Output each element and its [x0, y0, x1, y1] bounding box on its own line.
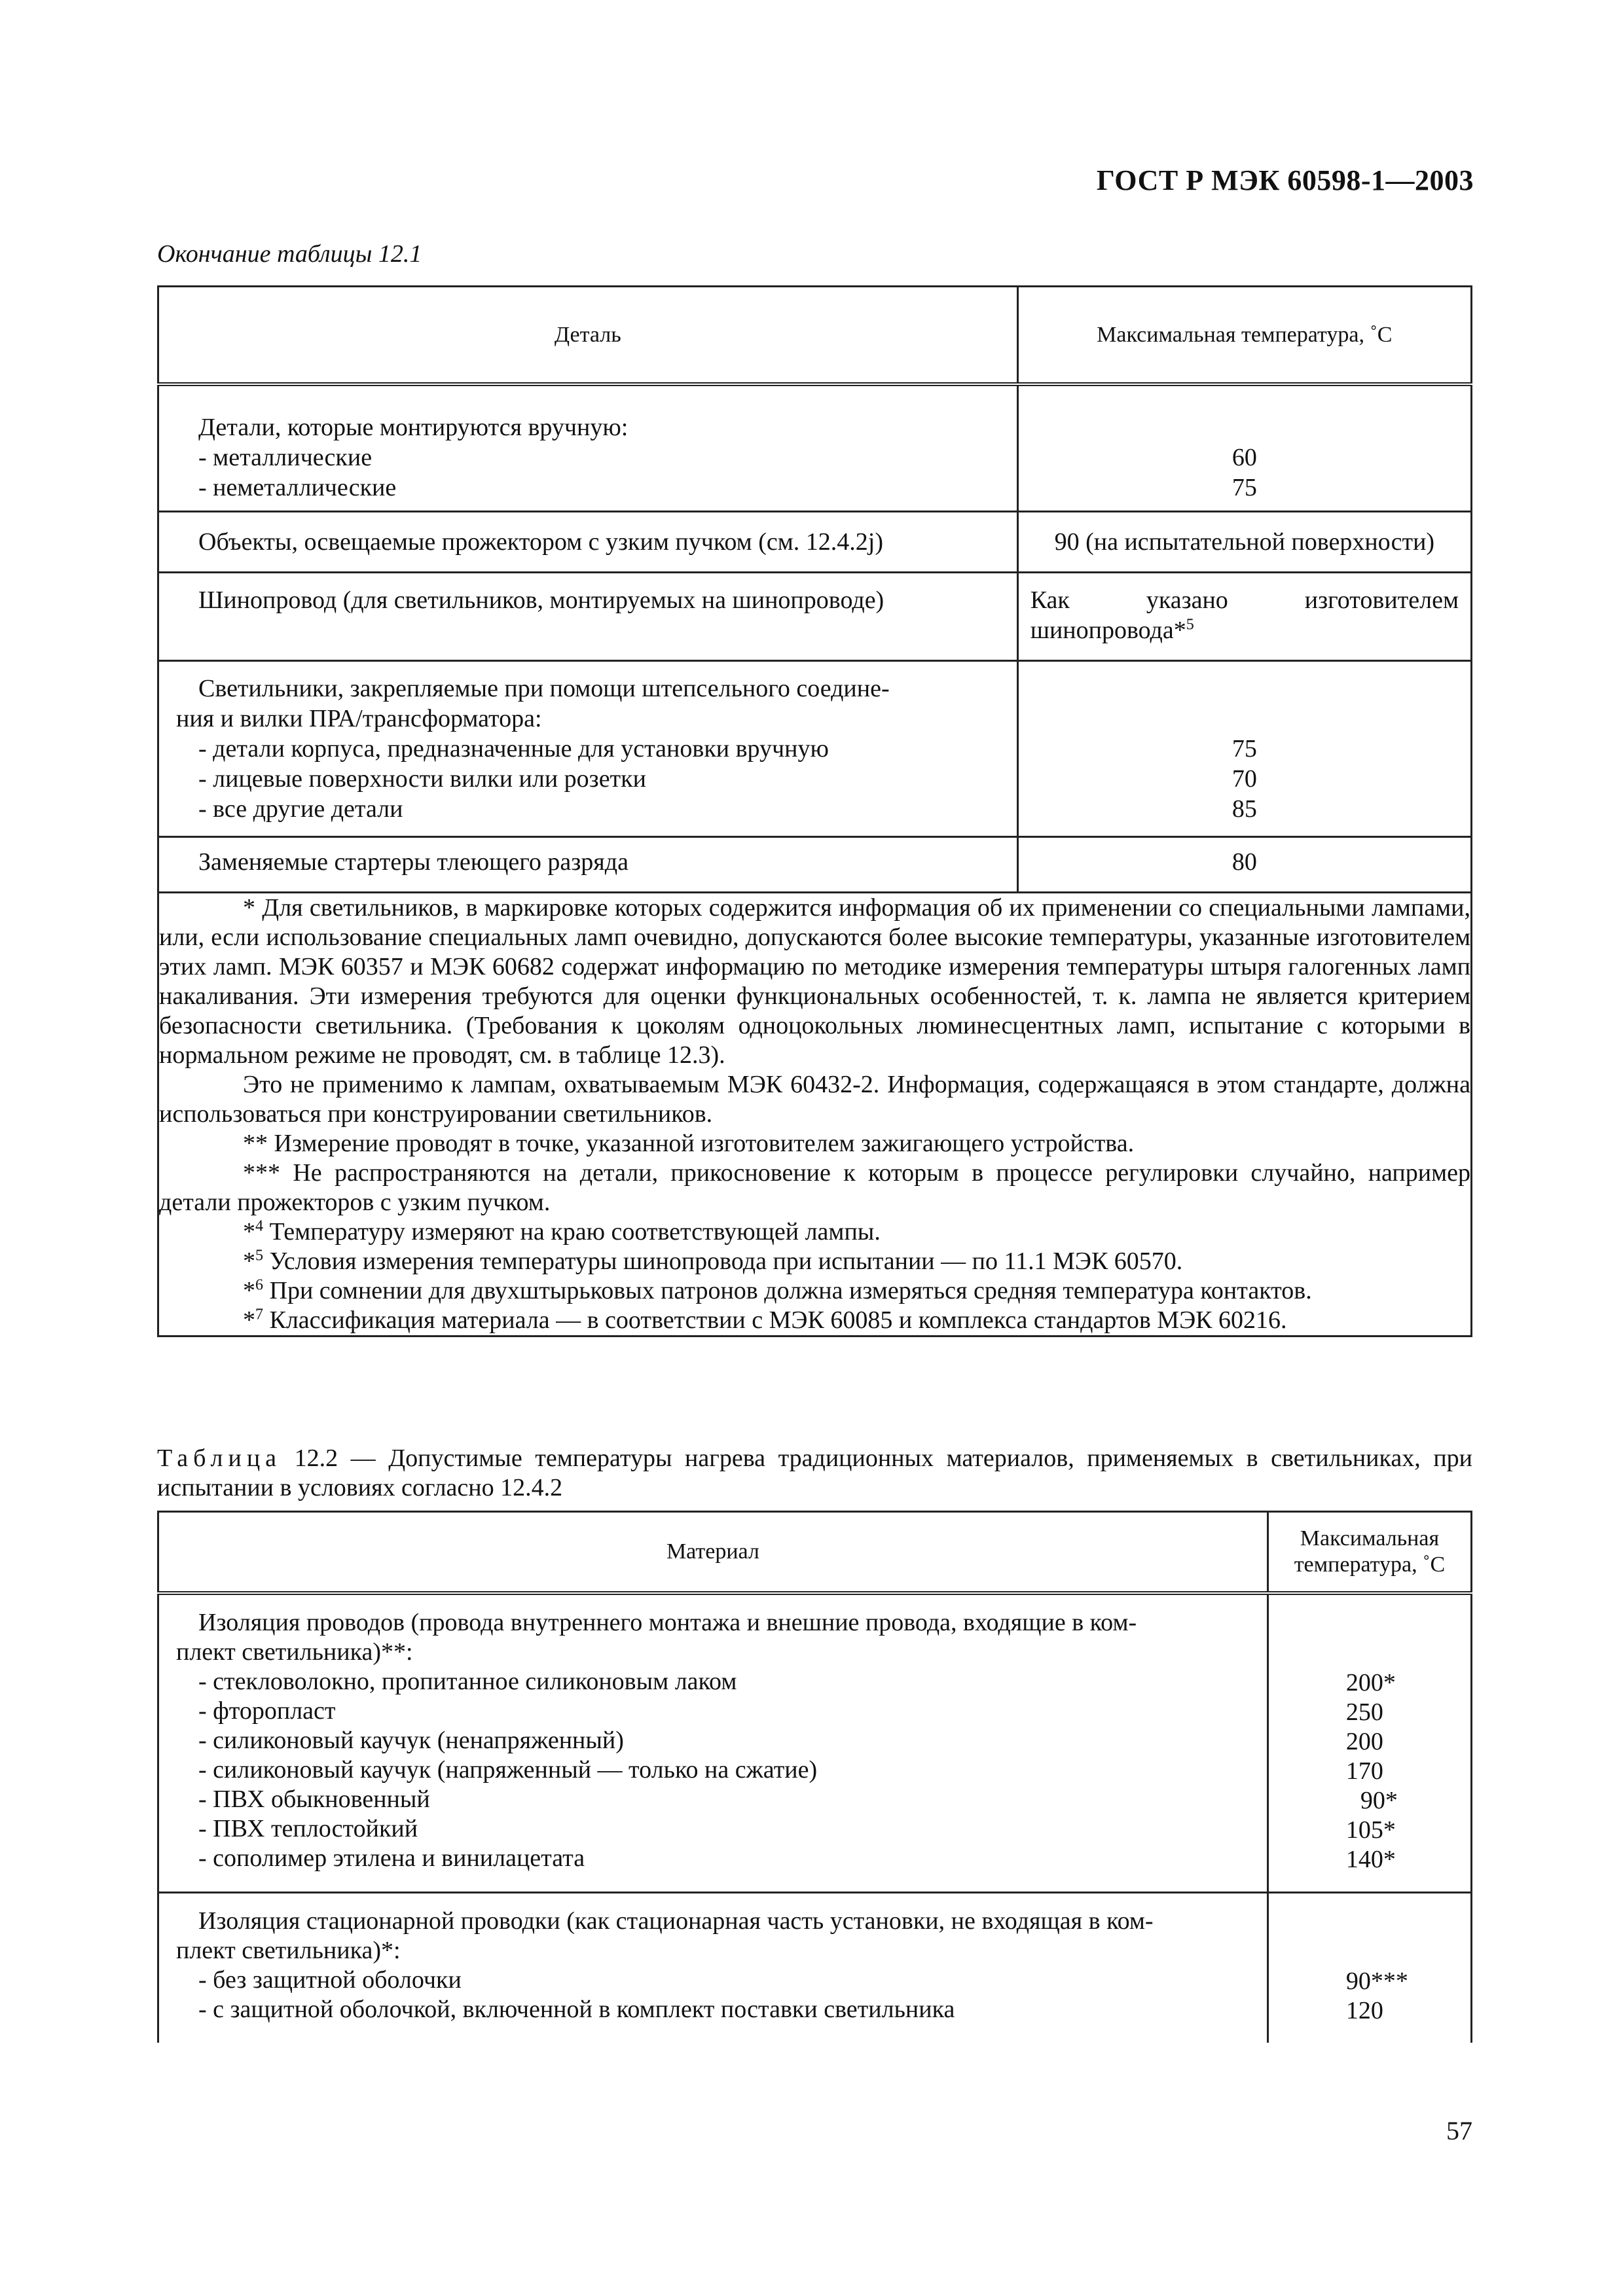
row-text: - силиконовый каучук (ненапряженный): [198, 1727, 624, 1754]
row-text: - без защитной оболочки: [198, 1966, 462, 1994]
row-value: 120: [1345, 1997, 1383, 2024]
table-12-1: [157, 285, 1472, 1337]
row-value: 60: [1231, 444, 1257, 471]
table-row: [158, 512, 1472, 573]
note-line: *$^7$ Классификация материала — в соответствии с МЭК 60085 и комплекса стандартов МЭК 60216.: [243, 1306, 1287, 1334]
row-value: 170: [1345, 1757, 1383, 1785]
table2-caption: Таблица 12.2 — Допустимые температуры нагрева традиционных материалов, применяемых в светильниках, при испытании в условиях согласно 12.4.2: [157, 1444, 1472, 1501]
table-row: [158, 837, 1472, 893]
row-text: Заменяемые стартеры тлеющего разряда: [198, 848, 629, 876]
header-material: Материал: [158, 1512, 1268, 1594]
row-value: 70: [1231, 765, 1257, 793]
row-value: 200*: [1345, 1669, 1396, 1696]
row-text: - металлические: [198, 444, 373, 471]
row-text: ния и вилки ПРА/трансформатора:: [176, 705, 542, 732]
header-max-temp: Максимальная температура, ˚С: [1267, 1512, 1471, 1594]
row-text: Объекты, освещаемые прожектором с узким пучком (см. 12.4.2j): [198, 528, 883, 556]
footnote-ref: 5: [1186, 616, 1194, 634]
row-value: 75: [1231, 735, 1257, 762]
row-text: - сополимер этилена и винилацетата: [198, 1844, 585, 1872]
row-value: 75: [1231, 474, 1257, 501]
page-number: 57: [1446, 2116, 1472, 2145]
row-text: - стекловолокно, пропитанное силиконовым лаком: [198, 1668, 737, 1695]
row-value: Как указано изготовителем шинопровода*: [1030, 586, 1459, 644]
note-line: *$^6$ При сомнении для двухштырьковых патронов должна измеряться средняя температура контактов.: [243, 1276, 1312, 1304]
table-row: [158, 573, 1472, 661]
note-line: *$^5$ Условия измерения температуры шинопровода при испытании — по 11.1 МЭК 60570.: [243, 1247, 1183, 1275]
row-text: - ПВХ теплостойкий: [198, 1815, 418, 1842]
row-value: [1269, 1608, 1470, 1638]
note-text: Это не применимо к лампам, охватываемым МЭК 60432-2. Информация, содержащаяся в этом стандарте, должна использоваться при конструировании светильников.: [159, 1071, 1470, 1128]
header-max-temp: Максимальная температура, ˚С: [1017, 287, 1471, 385]
row-value: [1269, 1907, 1470, 1937]
row-value: 90***: [1345, 1967, 1408, 1995]
document-id: ГОСТ Р МЭК 60598-1—2003: [1096, 164, 1474, 196]
row-value: 90*: [1360, 1787, 1398, 1814]
row-text: Изоляция стационарной проводки (как стационарная часть установки, не входящая в ком-: [198, 1907, 1154, 1935]
row-text: плект светильника)**:: [176, 1638, 413, 1666]
row-value: [1030, 673, 1459, 704]
note-line: *$^4$ Температуру измеряют на краю соответствующей лампы.: [243, 1217, 881, 1246]
header-part: Деталь: [158, 287, 1018, 385]
row-value: 105*: [1345, 1816, 1396, 1844]
row-value: [1269, 1638, 1470, 1668]
table-notes: [158, 893, 1472, 1336]
row-text: - детали корпуса, предназначенные для установки вручную: [198, 735, 829, 762]
row-text: Шинопровод (для светильников, монтируемых на шинопроводе): [198, 586, 884, 614]
row-value: [1030, 412, 1459, 442]
table1-caption: Окончание таблицы 12.1: [157, 240, 422, 268]
table-row: [158, 1893, 1472, 2043]
note-text: * Для светильников, в маркировке которых содержится информация об их применении со специальными лампами, или, если использование специальных ламп очевидно, допускаются более высокие температуры, указанные изготовителем этих ламп. МЭК 60357 и МЭК 60682 содержат информацию по методике измерения температуры штыря галогенных ламп накаливания. Эти измерения требуются для оценки функциональных особенностей, т. к. лампа не является критерием безопасности светильника. (Требования к цоколям одноцокольных люминесцентных ламп, испытание с которыми в нормальном режиме не проводят, см. в таблице 12.3).: [159, 894, 1470, 1069]
row-text: плект светильника)*:: [176, 1937, 401, 1964]
row-text: Изоляция проводов (провода внутреннего монтажа и внешние провода, входящие в ком-: [198, 1609, 1137, 1636]
table-row: [158, 1593, 1472, 1893]
table-row: [158, 661, 1472, 837]
table-row: [158, 384, 1472, 512]
note-text: ** Измерение проводят в точке, указанной изготовителем зажигающего устройства.: [243, 1130, 1135, 1157]
row-text: - неметаллические: [198, 474, 397, 501]
row-value: 80: [1231, 848, 1257, 876]
row-value: [1030, 704, 1459, 734]
row-value: 85: [1231, 795, 1257, 823]
row-value: 140*: [1345, 1846, 1396, 1873]
row-text: - фторопласт: [198, 1697, 336, 1725]
row-value: 200: [1345, 1728, 1383, 1755]
row-text: - ПВХ обыкновенный: [198, 1785, 430, 1813]
row-text: - силиконовый каучук (напряженный — только на сжатие): [198, 1756, 818, 1784]
table-12-2: [157, 1511, 1472, 2043]
row-text: - все другие детали: [198, 795, 403, 823]
row-text: Детали, которые монтируются вручную:: [198, 414, 629, 441]
row-value: 90 (на испытательной поверхности): [1054, 528, 1435, 556]
note-text: *** Не распространяются на детали, прикосновение к которым в процессе регулировки случайно, например детали прожекторов с узким пучком.: [159, 1159, 1470, 1216]
row-text: - с защитной оболочкой, включенной в комплект поставки светильника: [198, 1996, 955, 2023]
row-value: [1269, 1937, 1470, 1967]
row-text: Светильники, закрепляемые при помощи штепсельного соедине-: [198, 675, 890, 702]
row-text: - лицевые поверхности вилки или розетки: [198, 765, 646, 793]
row-value: 250: [1345, 1698, 1383, 1726]
